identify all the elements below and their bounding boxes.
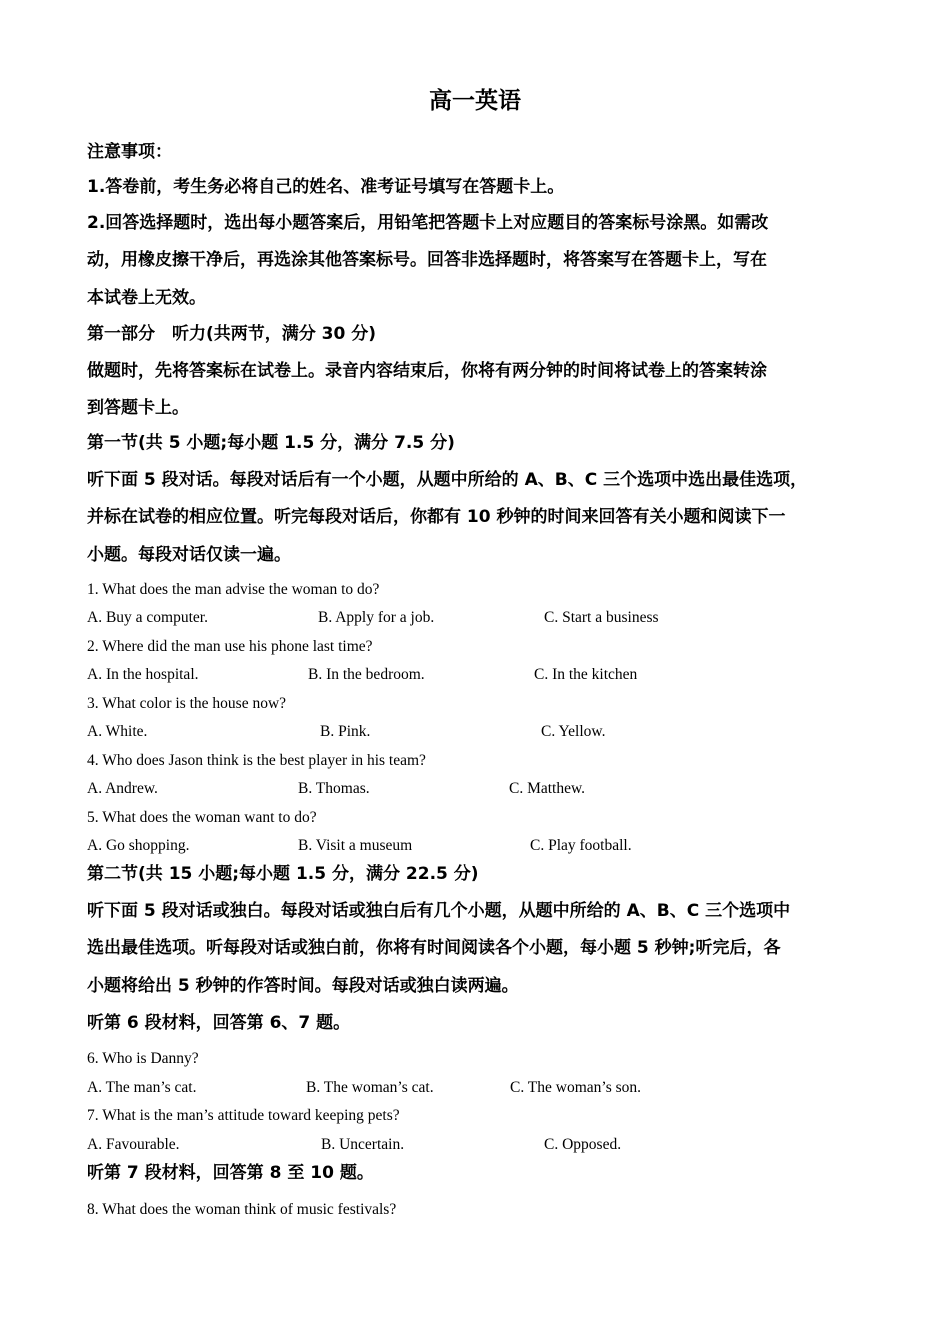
q2-option-b: B. In the bedroom. [308,666,425,683]
question-4: 4. Who does Jason think is the best player in his team? [87,752,426,769]
material-7-heading: 听第 7 段材料，回答第 8 至 10 题。 [87,1163,374,1183]
notes-item-1: 1.答卷前，考生务必将自己的姓名、准考证号填写在答题卡上。 [87,177,565,197]
section1-intro-line-3: 小题。每段对话仅读一遍。 [87,545,291,565]
q5-option-a: A. Go shopping. [87,837,190,854]
q3-option-b: B. Pink. [320,723,371,740]
notes-item-2-line-1: 2.回答选择题时，选出每小题答案后，用铅笔把答题卡上对应题目的答案标号涂黑。如需改 [87,213,769,233]
exam-title: 高一英语 [429,88,521,114]
q3-option-a: A. White. [87,723,148,740]
question-3: 3. What color is the house now? [87,695,287,712]
section2-intro-line-2: 选出最佳选项。听每段对话或独白前，你将有时间阅读各个小题，每小题 5 秒钟;听完后，各 [87,938,781,958]
q2-option-a: A. In the hospital. [87,666,199,683]
question-6: 6. Who is Danny? [87,1050,199,1067]
q7-option-a: A. Favourable. [87,1136,180,1153]
question-8: 8. What does the woman think of music festivals? [87,1201,397,1218]
q4-option-c: C. Matthew. [509,780,586,797]
q4-option-a: A. Andrew. [87,780,158,797]
part1-intro-line-2: 到答题卡上。 [87,398,189,418]
q6-option-c: C. The woman’s son. [510,1079,642,1096]
section1-intro-line-1: 听下面 5 段对话。每段对话后有一个小题，从题中所给的 A、B、C 三个选项中选出最佳选项， [87,470,808,490]
notes-heading: 注意事项： [87,142,172,162]
q5-option-b: B. Visit a museum [298,837,413,854]
q3-option-c: C. Yellow. [541,723,606,740]
q7-option-c: C. Opposed. [544,1136,622,1153]
question-1: 1. What does the man advise the woman to do? [87,581,380,598]
section1-intro-line-2: 并标在试卷的相应位置。听完每段对话后，你都有 10 秒钟的时间来回答有关小题和阅读下一 [87,507,786,527]
question-5: 5. What does the woman want to do? [87,809,317,826]
section2-intro-line-3: 小题将给出 5 秒钟的作答时间。每段对话或独白读两遍。 [87,976,519,996]
q1-option-b: B. Apply for a job. [318,609,435,626]
part1-heading: 第一部分 听力(共两节，满分 30 分) [87,324,377,344]
section2-intro-line-1: 听下面 5 段对话或独白。每段对话或独白后有几个小题，从题中所给的 A、B、C 三个选项中 [87,901,791,921]
q4-option-b: B. Thomas. [298,780,370,797]
notes-item-2-line-3: 本试卷上无效。 [87,288,206,308]
q7-option-b: B. Uncertain. [321,1136,405,1153]
q6-option-b: B. The woman’s cat. [306,1079,434,1096]
question-2: 2. Where did the man use his phone last time? [87,638,373,655]
q5-option-c: C. Play football. [530,837,632,854]
section2-heading: 第二节(共 15 小题;每小题 1.5 分，满分 22.5 分) [87,864,479,884]
notes-item-2-line-2: 动，用橡皮擦干净后，再选涂其他答案标号。回答非选择题时，将答案写在答题卡上，写在 [87,250,767,270]
part1-intro-line-1: 做题时，先将答案标在试卷上。录音内容结束后，你将有两分钟的时间将试卷上的答案转涂 [87,361,767,381]
section1-heading: 第一节(共 5 小题;每小题 1.5 分，满分 7.5 分) [87,433,455,453]
q1-option-c: C. Start a business [544,609,659,626]
q1-option-a: A. Buy a computer. [87,609,208,626]
material-6-heading: 听第 6 段材料，回答第 6、7 题。 [87,1013,351,1033]
q2-option-c: C. In the kitchen [534,666,638,683]
question-7: 7. What is the man’s attitude toward keeping pets? [87,1107,400,1124]
q6-option-a: A. The man’s cat. [87,1079,197,1096]
